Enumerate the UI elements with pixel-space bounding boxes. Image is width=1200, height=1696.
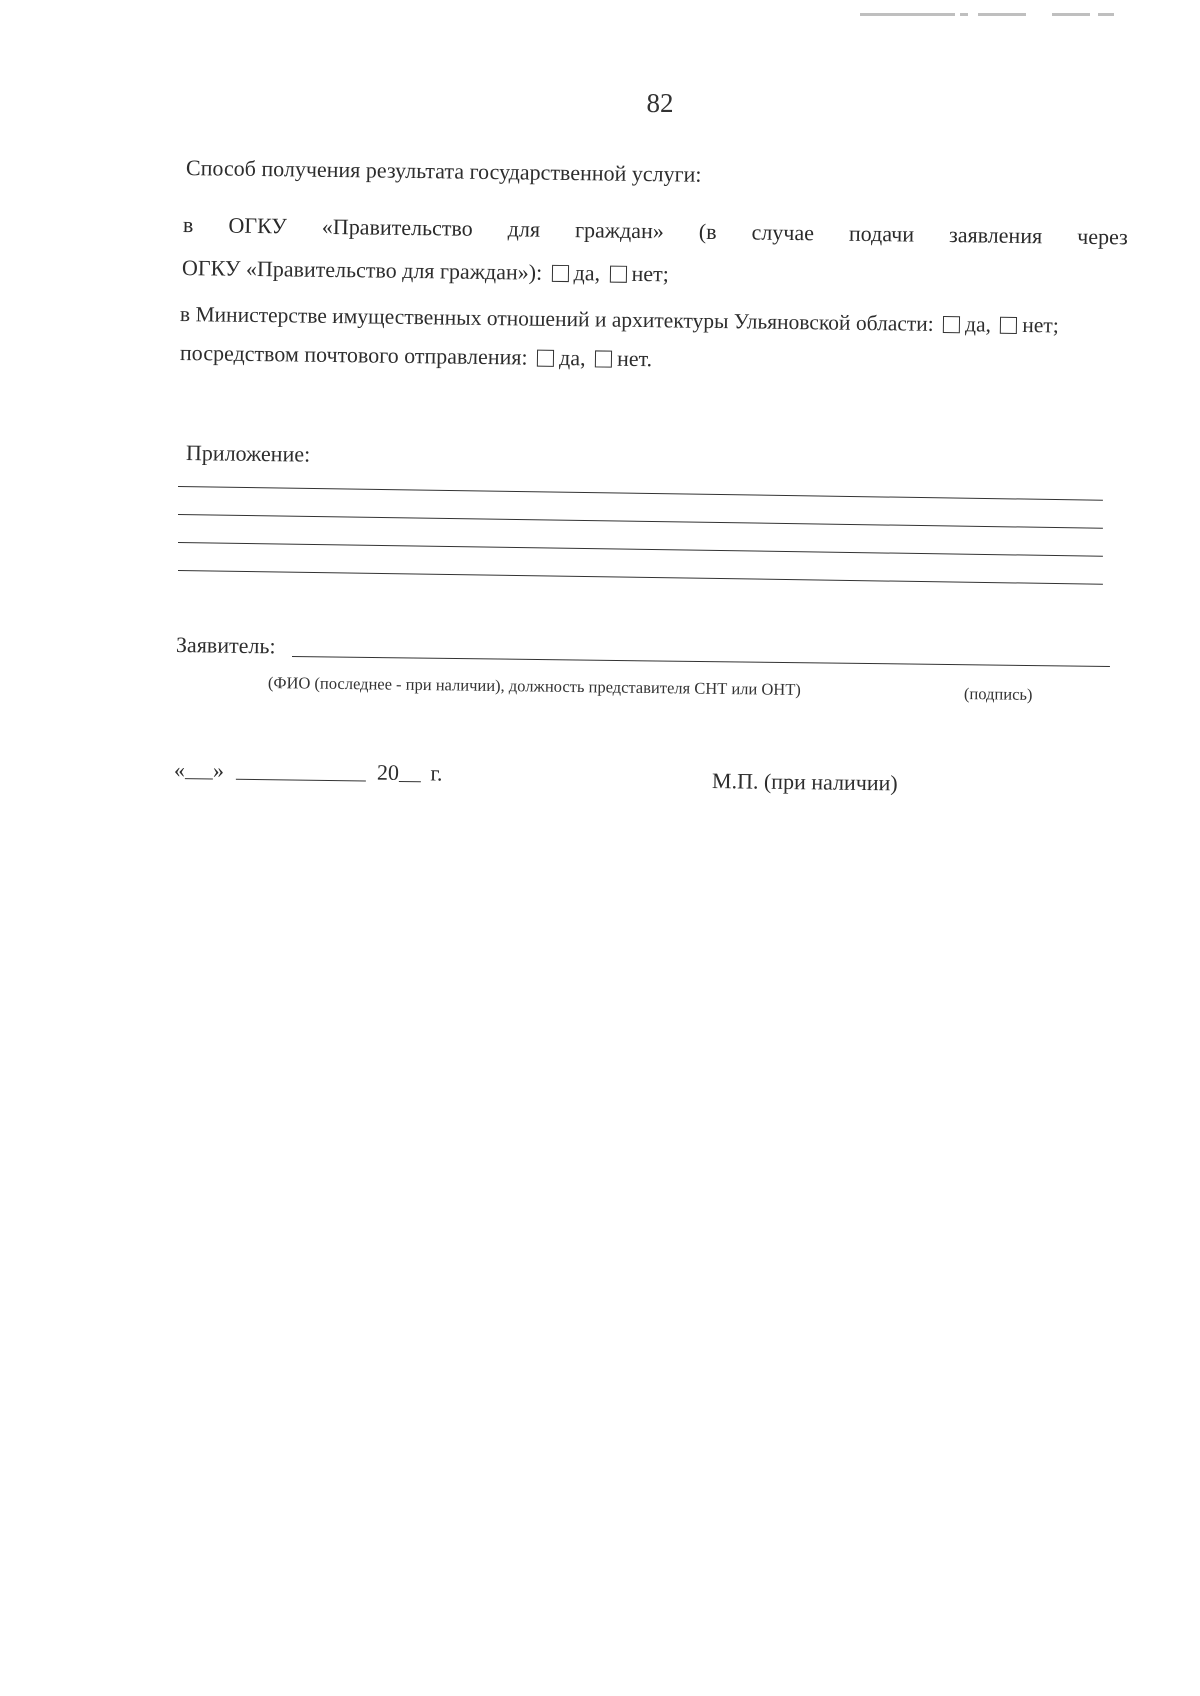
option2-yes-label: да, [964,312,992,337]
applicant-signature-line[interactable] [292,656,1110,667]
option3-yes-label: да, [558,344,586,371]
method-heading: Способ получения результата государственной услуги: [185,155,702,187]
option3-line [180,340,652,372]
attachment-line-4[interactable] [178,570,1103,585]
option2-no-checkbox[interactable] [1000,317,1017,334]
stamp-note: М.П. (при наличии) [711,768,898,796]
applicant-label: Заявитель: [175,632,276,659]
date-open-quote: « [173,757,186,783]
option1-prefix: ОГКУ «Правительство для граждан»): [181,255,543,285]
word: в [182,212,194,238]
word: случае [751,219,815,246]
date-year-suffix: г. [430,760,443,786]
word: подачи [848,220,915,247]
date-close-quote: » [212,757,225,783]
word: через [1077,223,1128,250]
word: ОГКУ [228,212,288,239]
option1-yes-label: да, [573,260,601,286]
option2-prefix: в Министерстве имущественных отношений и архитектуры Ульяновской области: [179,302,934,336]
page-number: 82 [646,88,674,118]
word: «Правительство [321,213,473,241]
date-line [174,757,443,787]
attachment-line-1[interactable] [178,486,1103,501]
option1-line2 [182,255,669,287]
word: граждан» [574,217,664,244]
date-month-blank[interactable] [235,761,365,782]
date-day-blank[interactable] [185,760,213,779]
option3-no-checkbox[interactable] [595,350,612,367]
option1-line1 [183,212,1128,250]
attachment-line-2[interactable] [178,514,1103,529]
applicant-name-caption: (ФИО (последнее - при наличии), должность представителя СНТ или ОНТ) [267,673,801,699]
option3-no-label: нет. [616,345,653,372]
attachment-line-3[interactable] [178,542,1103,557]
date-year-prefix: 20 [376,759,400,785]
word: заявления [948,222,1043,249]
word: (в [698,218,717,244]
option2-yes-checkbox[interactable] [943,316,960,333]
date-year-blank[interactable] [399,763,421,782]
option3-yes-checkbox[interactable] [537,350,554,367]
applicant-signature-caption: (подпись) [963,684,1033,704]
attachment-label: Приложение: [185,440,311,467]
option3-prefix: посредством почтового отправления: [179,340,528,370]
scan-artifact [860,10,1120,20]
option1-no-checkbox[interactable] [610,266,627,283]
option2-line [180,302,1059,339]
option2-no-label: нет; [1022,313,1059,338]
option1-yes-checkbox[interactable] [552,265,569,282]
option1-no-label: нет; [631,260,670,287]
word: для [507,216,541,242]
